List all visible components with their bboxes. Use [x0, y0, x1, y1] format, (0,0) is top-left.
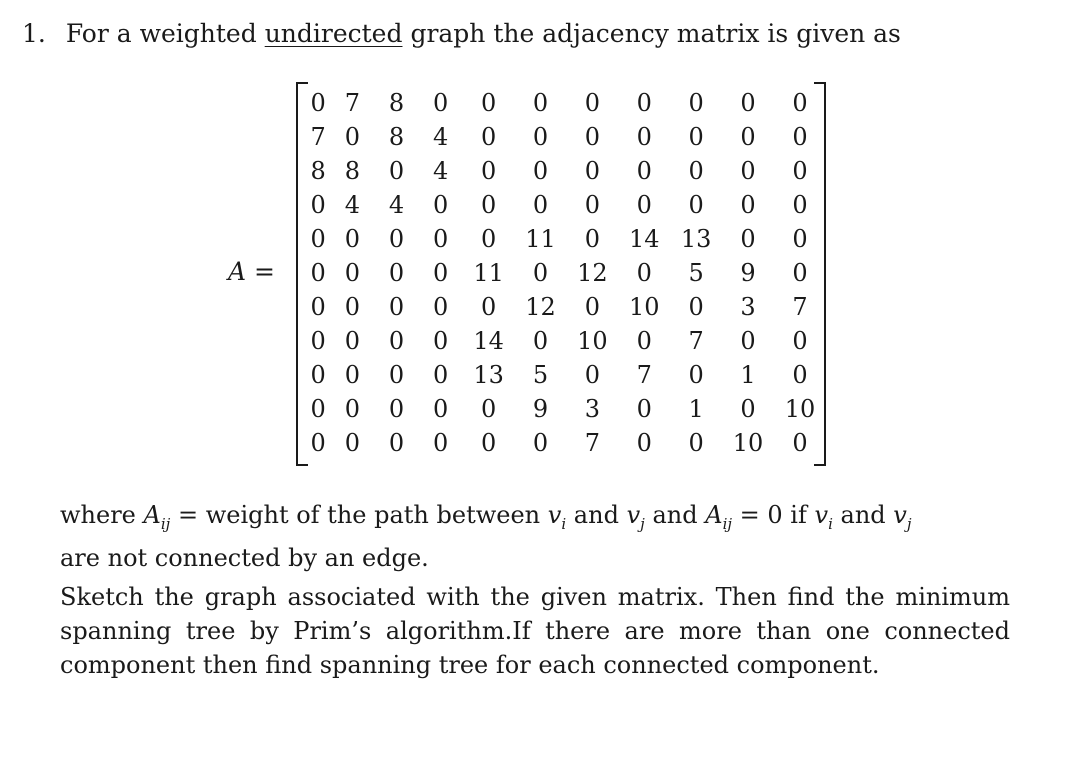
matrix-cell: 11	[525, 225, 556, 253]
matrix-cell: 9	[532, 395, 549, 423]
matrix-cell: 0	[740, 395, 756, 423]
matrix-cell: 0	[310, 191, 326, 219]
matrix-cell: 0	[433, 225, 449, 253]
matrix-cell: 4	[433, 157, 449, 185]
matrix-cell: 4	[344, 191, 360, 219]
matrix-cell: 0	[688, 361, 704, 389]
matrix-grid	[306, 86, 826, 460]
matrix-cell: 7	[792, 293, 808, 321]
where-and-2: and	[652, 501, 698, 529]
math-a-ij: $A_{ij}$	[143, 501, 171, 533]
matrix-cell: 0	[636, 429, 652, 457]
matrix-cell: 0	[388, 327, 405, 355]
matrix-cell: 7	[584, 429, 601, 457]
matrix-cell: 3	[740, 293, 756, 321]
matrix-cell: 0	[310, 89, 326, 117]
matrix-row	[306, 154, 826, 188]
matrix-cell: 4	[433, 123, 449, 151]
matrix-cell: 9	[740, 259, 756, 287]
matrix-cell: 0	[310, 429, 326, 457]
matrix-cell: 3	[584, 395, 601, 423]
matrix-cell: 0	[433, 259, 449, 287]
matrix-cell: 0	[792, 157, 808, 185]
matrix-cell: 0	[532, 259, 549, 287]
matrix-cell: 0	[481, 123, 497, 151]
problem-text-after: graph the adjacency matrix is given as	[410, 19, 901, 48]
matrix-cell: 0	[532, 157, 549, 185]
matrix-cell: 0	[584, 157, 601, 185]
matrix-cell: 0	[388, 361, 405, 389]
matrix-right-bracket	[814, 82, 826, 466]
matrix-cell: 0	[740, 123, 756, 151]
matrix-cell: 0	[481, 293, 497, 321]
matrix-cell: 0	[344, 259, 360, 287]
matrix-cell: 0	[532, 123, 549, 151]
matrix-cell: 0	[433, 327, 449, 355]
matrix-cell: 5	[532, 361, 549, 389]
matrix-cell: 7	[636, 361, 652, 389]
matrix-cell: 0	[344, 395, 360, 423]
matrix-cell: 8	[388, 89, 405, 117]
matrix-cell: 0	[388, 429, 405, 457]
matrix-cell: 0	[310, 395, 326, 423]
matrix-cell: 0	[688, 293, 704, 321]
matrix-label: A =	[228, 257, 275, 286]
matrix-cell: 0	[636, 157, 652, 185]
matrix-cell: 0	[388, 225, 405, 253]
matrix-cell: 0	[433, 429, 449, 457]
matrix-cell: 0	[636, 89, 652, 117]
sketch-paragraph: Sketch the graph associated with the given matrix. Then find the minimum spanning tree by Prim’s algorithm.If there are more than one connected component then find spanning tree for each connected component.	[60, 583, 1010, 679]
math-v-i: $v_i$	[547, 501, 567, 533]
matrix-cell: 0	[433, 395, 449, 423]
matrix-cell: 1	[740, 361, 756, 389]
where-and-3: and	[840, 501, 886, 529]
matrix-cell: 1	[688, 395, 704, 423]
matrix-cell: 5	[688, 259, 704, 287]
matrix-cell: 0	[433, 89, 449, 117]
matrix-cell: 10	[784, 395, 816, 423]
math-v-j-2: $v_j$	[893, 501, 912, 533]
matrix-cell: 0	[792, 191, 808, 219]
matrix-cell: 0	[388, 293, 405, 321]
underlined-word: undirected	[264, 19, 403, 48]
matrix-cell: 0	[584, 361, 601, 389]
matrix-cell: 0	[481, 395, 497, 423]
where-definition: = weight of the path between	[177, 501, 541, 529]
matrix-cell: 0	[688, 157, 704, 185]
matrix-cell: 0	[481, 191, 497, 219]
matrix-cell: 10	[732, 429, 764, 457]
matrix-row	[306, 324, 826, 358]
matrix-cell: 8	[344, 157, 360, 185]
where-word: where	[60, 501, 136, 529]
matrix-cell: 0	[636, 123, 652, 151]
matrix-cell: 0	[433, 191, 449, 219]
matrix-cell: 0	[481, 429, 497, 457]
matrix-cell: 8	[310, 157, 326, 185]
matrix-cell: 0	[584, 191, 601, 219]
matrix-cell: 11	[473, 259, 504, 287]
matrix-cell: 0	[310, 327, 326, 355]
matrix-cell: 0	[740, 225, 756, 253]
matrix-row	[306, 256, 826, 290]
matrix-cell: 0	[792, 327, 808, 355]
matrix-row	[306, 222, 826, 256]
matrix-cell: 0	[388, 259, 405, 287]
matrix-cell: 8	[388, 123, 405, 151]
matrix-cell: 0	[532, 191, 549, 219]
matrix-cell: 0	[740, 327, 756, 355]
matrix-cell: 0	[532, 327, 549, 355]
matrix-cell: 0	[584, 89, 601, 117]
matrix-cell: 0	[344, 327, 360, 355]
matrix-cell: 4	[388, 191, 405, 219]
matrix-cell: 0	[688, 429, 704, 457]
matrix-cell: 0	[792, 361, 808, 389]
matrix-cell: 0	[344, 123, 360, 151]
matrix-cell: 0	[481, 225, 497, 253]
matrix-cell: 0	[792, 89, 808, 117]
matrix-cell: 10	[577, 327, 608, 355]
matrix-cell: 0	[310, 361, 326, 389]
matrix-cell: 7	[310, 123, 326, 151]
matrix-cell: 0	[636, 327, 652, 355]
matrix-cell: 0	[481, 89, 497, 117]
matrix-cell: 0	[433, 293, 449, 321]
math-v-i-2: $v_i$	[814, 501, 833, 533]
matrix-cell: 12	[525, 293, 556, 321]
matrix-cell: 0	[688, 89, 704, 117]
matrix-cell: 0	[388, 157, 405, 185]
matrix-cell: 0	[688, 191, 704, 219]
matrix-cell: 0	[740, 157, 756, 185]
matrix-cell: 13	[680, 225, 712, 253]
matrix-cell: 0	[310, 259, 326, 287]
matrix-cell: 12	[577, 259, 608, 287]
matrix-row	[306, 392, 826, 426]
where-line-2: are not connected by an edge.	[60, 543, 429, 572]
problem-statement	[22, 16, 901, 52]
problem-text-before: For a weighted	[65, 19, 257, 48]
matrix-cell: 0	[740, 89, 756, 117]
matrix-cell: 0	[636, 191, 652, 219]
matrix-cell: 0	[532, 429, 549, 457]
matrix-cell: 0	[310, 293, 326, 321]
matrix-cell: 14	[629, 225, 660, 253]
matrix-cell: 0	[740, 191, 756, 219]
matrix-cell: 0	[636, 395, 652, 423]
matrix-cell: 0	[792, 429, 808, 457]
where-paragraph	[60, 498, 1010, 575]
matrix-row	[306, 426, 826, 460]
matrix-row	[306, 86, 826, 120]
matrix-cell: 0	[344, 225, 360, 253]
matrix-cell: 7	[688, 327, 704, 355]
matrix-cell: 0	[688, 123, 704, 151]
matrix-cell: 0	[532, 89, 549, 117]
matrix-cell: 0	[344, 293, 360, 321]
where-zero-if: = 0 if	[739, 501, 807, 529]
matrix-cell: 0	[310, 225, 326, 253]
math-a-ij-2: $A_{ij}$	[705, 501, 733, 533]
matrix-cell: 0	[481, 157, 497, 185]
matrix-row	[306, 358, 826, 392]
where-and-1: and	[573, 501, 619, 529]
matrix-cell: 0	[792, 123, 808, 151]
matrix-cell: 0	[584, 293, 601, 321]
matrix-cell: 0	[584, 225, 601, 253]
matrix-cell: 0	[792, 259, 808, 287]
matrix-cell: 7	[344, 89, 360, 117]
problem-number: 1.	[22, 19, 46, 48]
matrix-cell: 0	[344, 429, 360, 457]
matrix-row	[306, 290, 826, 324]
matrix-row	[306, 188, 826, 222]
matrix-cell: 0	[584, 123, 601, 151]
matrix-cell: 0	[388, 395, 405, 423]
matrix-cell: 13	[473, 361, 504, 389]
math-v-j: $v_j$	[626, 501, 645, 533]
matrix-row	[306, 120, 826, 154]
matrix-cell: 0	[344, 361, 360, 389]
matrix-cell: 10	[629, 293, 660, 321]
matrix-cell: 0	[433, 361, 449, 389]
matrix-cell: 0	[636, 259, 652, 287]
matrix-cell: 0	[792, 225, 808, 253]
matrix-cell: 14	[473, 327, 504, 355]
